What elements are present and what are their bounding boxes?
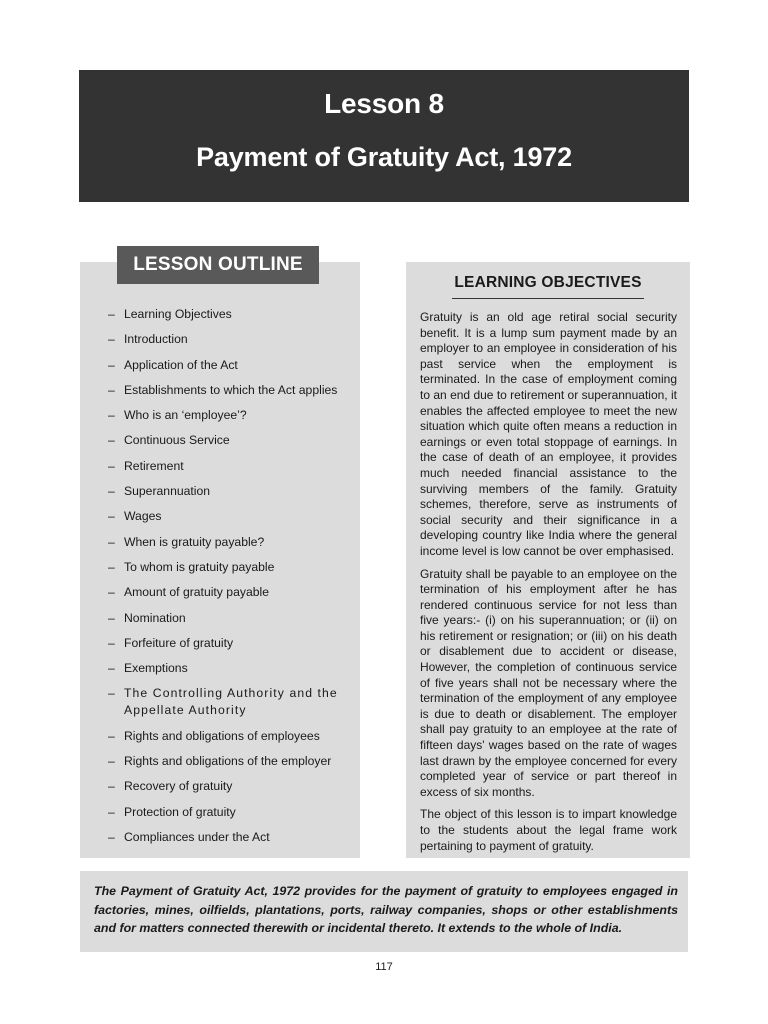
outline-dash: –: [108, 357, 115, 372]
outline-item: [108, 331, 353, 348]
lesson-outline-heading: LESSON OUTLINE: [117, 246, 319, 284]
page-number: 117: [375, 961, 393, 973]
outline-item-label: Introduction: [124, 332, 188, 347]
outline-item-label: Nomination: [124, 610, 186, 625]
outline-item: [108, 753, 353, 770]
outline-item: [108, 357, 353, 374]
outline-item-label: Protection of gratuity: [124, 804, 236, 819]
outline-dash: –: [108, 534, 115, 549]
outline-item-label: Exemptions: [124, 661, 188, 676]
outline-dash: –: [108, 484, 115, 499]
outline-item-label: Learning Objectives: [124, 307, 232, 321]
lesson-number: Lesson 8: [324, 88, 444, 119]
objectives-paragraph: Gratuity is an old age retiral social security benefit. It is a lump sum payment made by an employer to an employee in consideration of his past service when the employment is terminated. In the case of employment coming to an end due to retirement or superannuation, it enables the affected employee to meet the new situation which quite often means a reduction in earnings or even total stoppage of earnings. In the case of death of an employee, it provides much needed financial assistance to the surviving members of the family. Gratuity schemes, therefore, serve as instruments of social security and their significance in a developing country like India where the general income level is low cannot be over emphasised.: [420, 310, 677, 558]
outline-dash: –: [108, 433, 115, 448]
outline-item-label: To whom is gratuity payable: [124, 559, 275, 574]
outline-dash: –: [108, 661, 115, 676]
outline-dash: –: [108, 754, 115, 769]
outline-dash: –: [108, 559, 115, 574]
objectives-paragraph: Gratuity shall be payable to an employee on the termination of his employment after he has rendered continuous service for not less than five years:- (i) on his superannuation; or (ii) on his retirement or resignation; or (iii) on his death or disablement due to accident or disease, However, the completion of continuous service of five years shall not be necessary where the termination of the employment of any employee is due to death or disablement. The employer shall pay gratuity to an employee at the rate of fifteen days' wages based on the rate of wages last drawn by the employee concerned for every completed year of service or part thereof in excess of six months.: [420, 566, 677, 799]
learning-objectives-heading: LEARNING OBJECTIVES: [454, 274, 642, 291]
outline-dash: –: [108, 332, 115, 347]
outline-dash: –: [108, 585, 115, 600]
outline-item-label: Who is an ‘employee’?: [124, 408, 247, 423]
outline-dash: –: [108, 635, 115, 650]
outline-item: [108, 728, 353, 745]
outline-dash: –: [108, 779, 115, 794]
outline-item-label: Retirement: [124, 458, 184, 473]
learning-objectives-text: [420, 310, 677, 861]
outline-item-label: Rights and obligations of the employer: [124, 754, 332, 769]
lesson-outline-list: [108, 306, 353, 854]
outline-item-label: Recovery of gratuity: [124, 779, 233, 794]
outline-dash: –: [108, 610, 115, 625]
outline-item: [108, 458, 353, 475]
outline-dash: –: [108, 728, 115, 743]
outline-item: [108, 559, 353, 576]
lesson-header: [79, 70, 689, 202]
outline-item: [108, 610, 353, 627]
outline-item: [108, 534, 353, 551]
outline-item: [108, 829, 353, 846]
outline-dash: –: [108, 382, 115, 397]
outline-dash: –: [108, 804, 115, 819]
outline-item: [108, 635, 353, 652]
outline-item: [108, 483, 353, 500]
outline-item-label: The Controlling Authority and the Appellate Authority: [124, 686, 338, 718]
outline-item-label: Application of the Act: [124, 357, 238, 372]
outline-item: [108, 778, 353, 795]
objectives-paragraph: The object of this lesson is to impart knowledge to the students about the legal frame work pertaining to payment of gratuity.: [420, 807, 677, 853]
act-summary-text: The Payment of Gratuity Act, 1972 provides for the payment of gratuity to employees engaged in factories, mines, oilfields, plantations, ports, railway companies, shops or other establishments and for matters connected therewith or incidental thereto. It extends to the whole of India.: [94, 884, 678, 935]
outline-item-label: Forfeiture of gratuity: [124, 635, 234, 650]
lesson-title: Payment of Gratuity Act, 1972: [196, 142, 572, 172]
heading-underline: [452, 298, 644, 299]
outline-item-label: Compliances under the Act: [124, 829, 270, 844]
outline-item: [108, 306, 353, 323]
outline-item-label: Continuous Service: [124, 433, 230, 448]
outline-item: [108, 660, 353, 677]
outline-dash: –: [108, 307, 115, 321]
outline-item-label: When is gratuity payable?: [124, 534, 265, 549]
outline-item: [108, 508, 353, 525]
outline-item-label: Rights and obligations of employees: [124, 728, 320, 743]
outline-item: [108, 407, 353, 424]
outline-item: [108, 432, 353, 449]
outline-item: [108, 584, 353, 601]
outline-dash: –: [108, 408, 115, 423]
outline-item: [108, 685, 353, 719]
outline-dash: –: [108, 829, 115, 844]
outline-item-label: Wages: [124, 509, 162, 524]
outline-item: [108, 382, 353, 399]
outline-dash: –: [108, 686, 115, 701]
outline-item: [108, 804, 353, 821]
outline-item-label: Superannuation: [124, 484, 211, 499]
outline-item-label: Amount of gratuity payable: [124, 585, 269, 600]
outline-item-label: Establishments to which the Act applies: [124, 382, 338, 397]
outline-dash: –: [108, 509, 115, 524]
outline-dash: –: [108, 458, 115, 473]
